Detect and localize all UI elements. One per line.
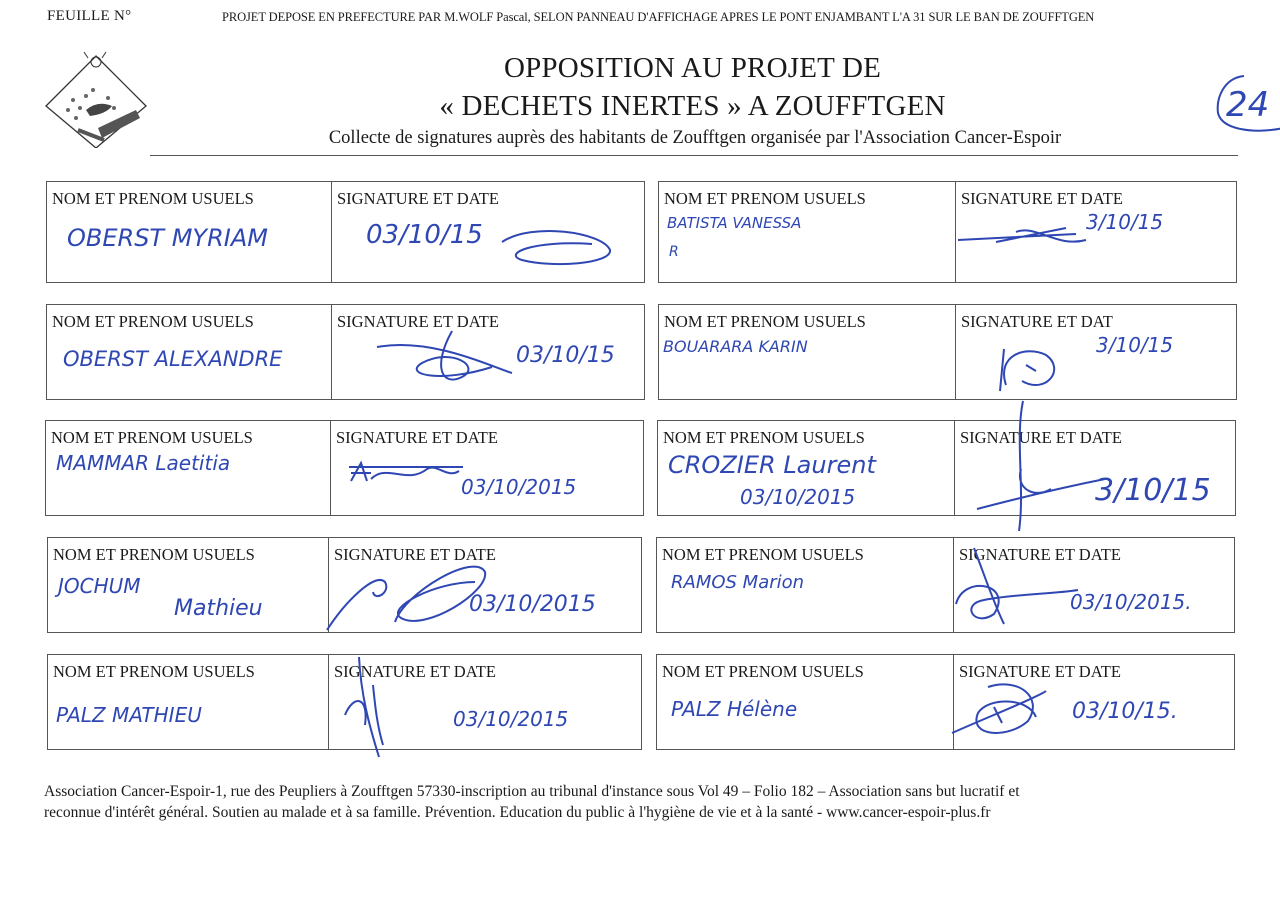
- signature-scribble: [492, 212, 622, 272]
- footer: [44, 781, 1244, 823]
- header-rule: [150, 155, 1238, 156]
- handwritten-date: 03/10/2015: [453, 707, 569, 731]
- handwritten-date: 3/10/15: [1095, 473, 1211, 508]
- name-label: NOM ET PRENOM USUELS: [51, 428, 253, 447]
- signature-label: SIGNATURE ET DATE: [337, 189, 499, 208]
- signature-scribble: [372, 327, 522, 391]
- signature-label: SIGNATURE ET DATE: [334, 662, 496, 681]
- name-label: NOM ET PRENOM USUELS: [662, 545, 864, 564]
- name-label: NOM ET PRENOM USUELS: [663, 428, 865, 447]
- sheet-number-label: FEUILLE N°: [47, 8, 132, 24]
- signature-cell: [953, 654, 1235, 750]
- signature-label: SIGNATURE ET DAT: [961, 312, 1113, 331]
- signature-cell: [328, 537, 642, 633]
- name-cell: [656, 654, 954, 750]
- handwritten-date: 03/10/2015: [461, 475, 577, 499]
- signature-row-5: [0, 654, 1280, 754]
- name-cell: [658, 304, 956, 400]
- handwritten-name: OBERST ALEXANDRE: [63, 347, 283, 371]
- signature-cell: [331, 304, 645, 400]
- signature-scribble: [975, 399, 1115, 533]
- footer-line-2: reconnue d'intérêt général. Soutien au malade et à sa famille. Prévention. Education du public à l'hygiène de vie et à la santé - www.cancer-espoir-plus.fr: [44, 804, 991, 821]
- handwritten-mark: R: [669, 244, 679, 260]
- name-label: NOM ET PRENOM USUELS: [53, 662, 255, 681]
- signature-scribble: [339, 655, 399, 759]
- name-label: NOM ET PRENOM USUELS: [53, 545, 255, 564]
- signature-row-1: [0, 181, 1280, 281]
- title-line-2: « DECHETS INERTES » A ZOUFFTGEN: [439, 90, 946, 122]
- project-note: PROJET DEPOSE EN PREFECTURE PAR M.WOLF Pascal, SELON PANNEAU D'AFFICHAGE APRES LE PONT ENJAMBANT L'A 31 SUR LE BAN DE ZOUFFTGEN: [222, 10, 1095, 24]
- name-cell: [658, 181, 956, 283]
- handwritten-date: 03/10/2015.: [1070, 590, 1192, 614]
- handwritten-date: 03/10/15: [366, 220, 483, 250]
- signature-label: SIGNATURE ET DATE: [959, 662, 1121, 681]
- name-label: NOM ET PRENOM USUELS: [664, 189, 866, 208]
- signature-cell: [954, 420, 1236, 516]
- signature-label: SIGNATURE ET DATE: [959, 545, 1121, 564]
- signature-scribble: [347, 457, 467, 487]
- name-cell: [47, 654, 329, 750]
- subtitle: Collecte de signatures auprès des habitants de Zoufftgen organisée par l'Association Cancer-Espoir: [328, 128, 1062, 148]
- signature-label: SIGNATURE ET DATE: [960, 428, 1122, 447]
- name-cell: [45, 420, 331, 516]
- name-label: NOM ET PRENOM USUELS: [662, 662, 864, 681]
- signature-cell: [955, 181, 1237, 283]
- handwritten-name: BATISTA VANESSA: [667, 214, 802, 232]
- signature-cell: [953, 537, 1235, 633]
- signature-cell: [955, 304, 1237, 400]
- signature-label: SIGNATURE ET DATE: [961, 189, 1123, 208]
- signature-cell: [328, 654, 642, 750]
- handwritten-name-line2: Mathieu: [174, 596, 263, 621]
- name-cell: [657, 420, 955, 516]
- handwritten-name: OBERST MYRIAM: [67, 224, 268, 252]
- name-label: NOM ET PRENOM USUELS: [52, 189, 254, 208]
- handwritten-date: 03/10/15.: [1072, 699, 1178, 724]
- signature-scribble: [948, 677, 1058, 743]
- signature-row-3: [0, 420, 1280, 520]
- signature-scribble: [986, 335, 1076, 395]
- signature-label: SIGNATURE ET DATE: [337, 312, 499, 331]
- name-cell: [47, 537, 329, 633]
- name-cell: [46, 304, 332, 400]
- name-label: NOM ET PRENOM USUELS: [52, 312, 254, 331]
- signature-label: SIGNATURE ET DATE: [336, 428, 498, 447]
- name-label: NOM ET PRENOM USUELS: [664, 312, 866, 331]
- signature-row-4: [0, 537, 1280, 637]
- name-cell: [656, 537, 954, 633]
- title-line-1: OPPOSITION AU PROJET DE: [503, 52, 882, 84]
- handwritten-name: MAMMAR Laetitia: [56, 451, 231, 475]
- footer-line-1: Association Cancer-Espoir-1, rue des Peupliers à Zoufftgen 57330-inscription au tribunal d'instance sous Vol 49 – Folio 182 – Association sans but lucratif et: [44, 783, 1020, 800]
- handwritten-date: 03/10/2015: [469, 592, 596, 617]
- signature-label: SIGNATURE ET DATE: [334, 545, 496, 564]
- signature-scribble: [954, 544, 1084, 628]
- signature-cell: [331, 181, 645, 283]
- handwritten-name: CROZIER Laurent: [668, 451, 876, 479]
- signature-scribble: [956, 220, 1096, 250]
- signature-cell: [330, 420, 644, 516]
- handwritten-date: 03/10/15: [516, 343, 615, 368]
- name-cell: [46, 181, 332, 283]
- handwritten-date: 03/10/2015: [740, 485, 856, 509]
- handwritten-name: JOCHUM: [58, 574, 141, 598]
- handwritten-date: 3/10/15: [1096, 333, 1174, 357]
- signature-row-2: [0, 304, 1280, 404]
- page-number-mark: [1214, 68, 1280, 138]
- handwritten-date: 3/10/15: [1086, 210, 1164, 234]
- page-number: 24: [1226, 85, 1270, 125]
- handwritten-name: RAMOS Marion: [671, 572, 805, 593]
- handwritten-name: BOUARARA KARIN: [663, 337, 808, 356]
- handwritten-name: PALZ Hélène: [671, 697, 798, 721]
- handwritten-name: PALZ MATHIEU: [56, 703, 202, 727]
